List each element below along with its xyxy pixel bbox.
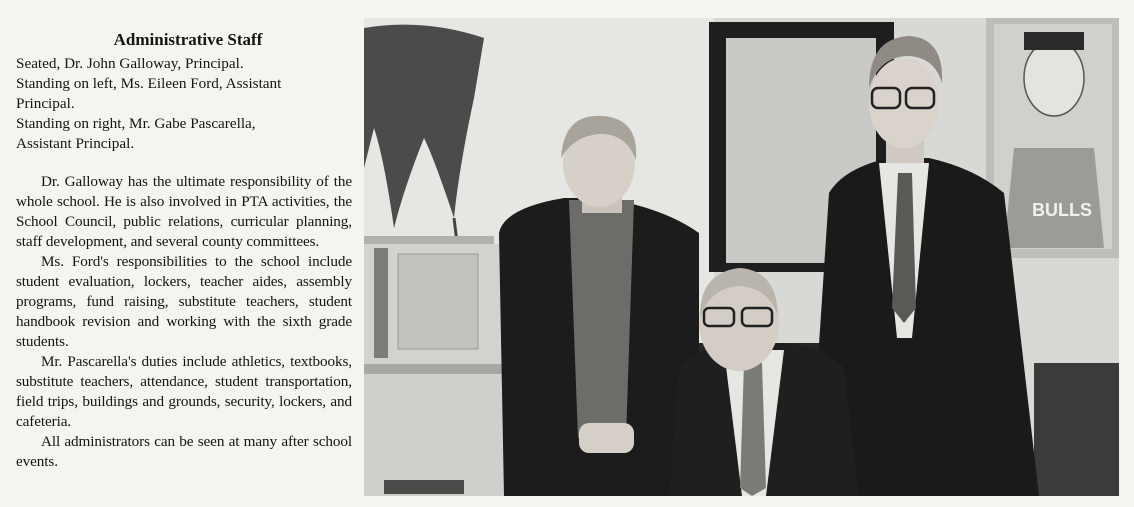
caption-line: Standing on right, Mr. Gabe Pascarella,	[16, 115, 256, 132]
photo-caption	[16, 54, 352, 154]
caption-line: Seated, Dr. John Galloway, Principal.	[16, 55, 244, 72]
caption-line: Principal.	[16, 95, 75, 112]
paragraph-galloway: Dr. Galloway has the ultimate responsibility of the whole school. He is also involved in PTA activities, the School Council, public relations, curricular planning, staff development, and several county committees.	[16, 173, 352, 250]
caption-line: Assistant Principal.	[16, 135, 135, 152]
paragraph-ford: Ms. Ford's responsibilities to the school include student evaluation, lockers, teacher aides, assembly programs, fund raising, substitute teachers, student handbook revision and working with the sixth grade students.	[16, 253, 352, 350]
text-column	[16, 30, 352, 472]
staff-photo	[364, 18, 1119, 496]
paragraph-events: All administrators can be seen at many after school events.	[16, 433, 352, 470]
caption-line: Standing on left, Ms. Eileen Ford, Assistant	[16, 75, 282, 92]
section-heading: Administrative Staff	[113, 30, 263, 49]
paragraph-pascarella: Mr. Pascarella's duties include athletics, textbooks, substitute teachers, attendance, student transportation, field trips, buildings and grounds, security, lockers, and cafeteria.	[16, 353, 352, 430]
body-text	[16, 172, 352, 472]
poster-text: BULLS	[1032, 200, 1092, 220]
